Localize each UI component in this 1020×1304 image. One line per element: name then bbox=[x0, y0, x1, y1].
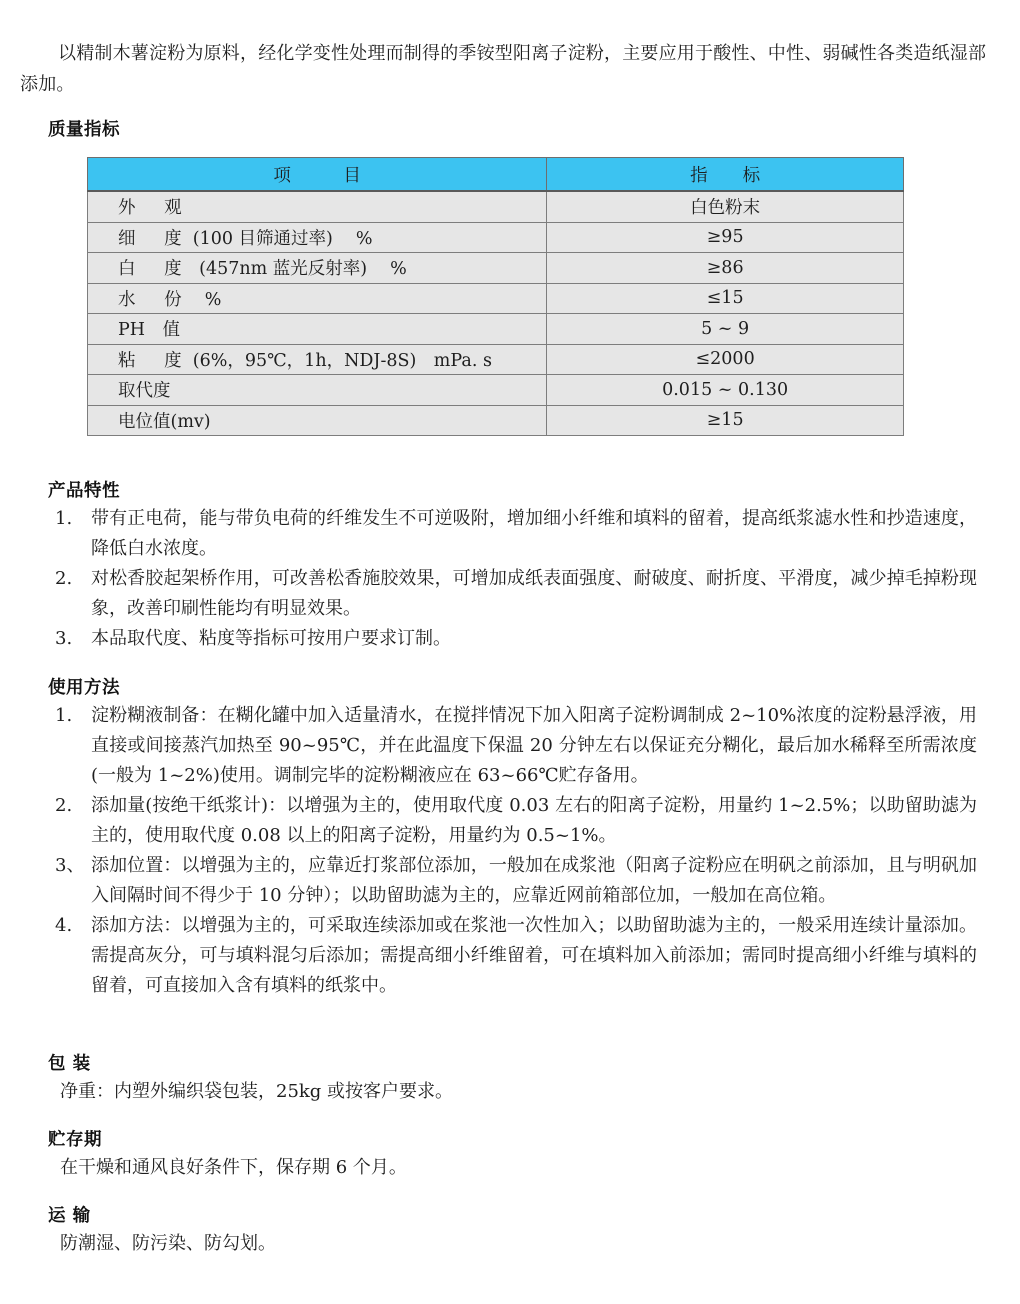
table-cell-item: 水 份 % bbox=[88, 283, 547, 314]
table-row bbox=[88, 222, 904, 253]
table-cell-item: 白 度 (457nm 蓝光反射率) % bbox=[88, 253, 547, 284]
list-item bbox=[55, 851, 977, 911]
features-heading: 产品特性 bbox=[48, 481, 120, 501]
table-cell-item: 电位值(mv) bbox=[88, 405, 547, 436]
table-cell-value: ≥86 bbox=[547, 253, 904, 284]
table-cell-value: ≤15 bbox=[547, 283, 904, 314]
list-item bbox=[55, 791, 977, 851]
table-cell-value: ≥15 bbox=[547, 405, 904, 436]
list-item bbox=[55, 504, 977, 564]
packaging-heading: 包 装 bbox=[48, 1054, 91, 1074]
list-item bbox=[55, 624, 977, 654]
transport-text: 防潮湿、防污染、防勾划。 bbox=[60, 1233, 276, 1254]
table-cell-value: 白色粉末 bbox=[547, 191, 904, 222]
list-number: 2. bbox=[55, 795, 73, 816]
table-header-item: 项 目 bbox=[88, 158, 547, 192]
table-cell-item: PH 值 bbox=[88, 314, 547, 345]
table-cell-value: ≤2000 bbox=[547, 344, 904, 375]
storage-heading: 贮存期 bbox=[48, 1130, 102, 1150]
list-text: 添加位置：以增强为主的，应靠近打浆部位添加，一般加在成浆池（阳离子淀粉应在明矾之前添加，且与明矾加入间隔时间不得少于 10 分钟）；以助留助滤为主的，应靠近网前箱部位加，一般加在高位箱。 bbox=[91, 855, 977, 906]
list-text: 带有正电荷，能与带负电荷的纤维发生不可逆吸附，增加细小纤维和填料的留着，提高纸浆滤水性和抄造速度，降低白水浓度。 bbox=[91, 508, 977, 559]
transport-heading: 运 输 bbox=[48, 1206, 91, 1226]
quality-table bbox=[87, 157, 904, 436]
packaging-text: 净重：内塑外编织袋包装，25kg 或按客户要求。 bbox=[60, 1081, 454, 1102]
table-row bbox=[88, 314, 904, 345]
list-text: 添加方法：以增强为主的，可采取连续添加或在浆池一次性加入；以助留助滤为主的，一般采用连续计量添加。需提高灰分，可与填料混匀后添加；需提高细小纤维留着，可在填料加入前添加；需同时提高细小纤维与填料的留着，可直接加入含有填料的纸浆中。 bbox=[91, 915, 977, 996]
usage-list bbox=[55, 701, 977, 1001]
list-number: 4. bbox=[55, 915, 73, 936]
table-cell-item: 细 度 (100 目筛通过率) % bbox=[88, 222, 547, 253]
list-number: 3. bbox=[55, 628, 73, 649]
list-number: 1. bbox=[55, 508, 73, 529]
storage-text: 在干燥和通风良好条件下，保存期 6 个月。 bbox=[60, 1157, 407, 1178]
table-cell-item: 外 观 bbox=[88, 191, 547, 222]
list-text: 对松香胶起架桥作用，可改善松香施胶效果，可增加成纸表面强度、耐破度、耐折度、平滑度，减少掉毛掉粉现象，改善印刷性能均有明显效果。 bbox=[91, 568, 977, 619]
table-row bbox=[88, 375, 904, 406]
intro-paragraph: 以精制木薯淀粉为原料，经化学变性处理而制得的季铵型阳离子淀粉，主要应用于酸性、中性、弱碱性各类造纸湿部添加。 bbox=[20, 43, 987, 95]
table-cell-item: 粘 度 (6%，95℃，1h，NDJ-8S) mPa. s bbox=[88, 344, 547, 375]
features-list bbox=[55, 504, 977, 654]
table-row bbox=[88, 344, 904, 375]
table-cell-item: 取代度 bbox=[88, 375, 547, 406]
list-item bbox=[55, 701, 977, 791]
table-cell-value: 0.015 ~ 0.130 bbox=[547, 375, 904, 406]
table-cell-value: 5 ~ 9 bbox=[547, 314, 904, 345]
list-number: 3、 bbox=[55, 855, 85, 876]
list-text: 添加量(按绝干纸浆计)：以增强为主的，使用取代度 0.03 左右的阳离子淀粉，用量约 1~2.5%；以助留助滤为主的，使用取代度 0.08 以上的阳离子淀粉，用量约为 0.5~1%。 bbox=[91, 795, 977, 846]
list-item bbox=[55, 564, 977, 624]
table-header-value: 指 标 bbox=[547, 158, 904, 192]
table-row bbox=[88, 405, 904, 436]
table-row bbox=[88, 253, 904, 284]
table-row bbox=[88, 283, 904, 314]
list-text: 本品取代度、粘度等指标可按用户要求订制。 bbox=[91, 628, 451, 649]
list-number: 1. bbox=[55, 705, 73, 726]
table-cell-value: ≥95 bbox=[547, 222, 904, 253]
list-number: 2. bbox=[55, 568, 73, 589]
quality-heading: 质量指标 bbox=[48, 120, 120, 140]
list-item bbox=[55, 911, 977, 1001]
usage-heading: 使用方法 bbox=[48, 678, 120, 698]
table-header-row bbox=[88, 158, 904, 192]
list-text: 淀粉糊液制备：在糊化罐中加入适量清水，在搅拌情况下加入阳离子淀粉调制成 2~10%浓度的淀粉悬浮液，用直接或间接蒸汽加热至 90~95℃，并在此温度下保温 20 分钟左右以保证充分糊化，最后加水稀释至所需浓度(一般为 1~2%)使用。调制完毕的淀粉糊液应在 63~66℃贮存备用。 bbox=[91, 705, 977, 786]
table-row bbox=[88, 191, 904, 222]
